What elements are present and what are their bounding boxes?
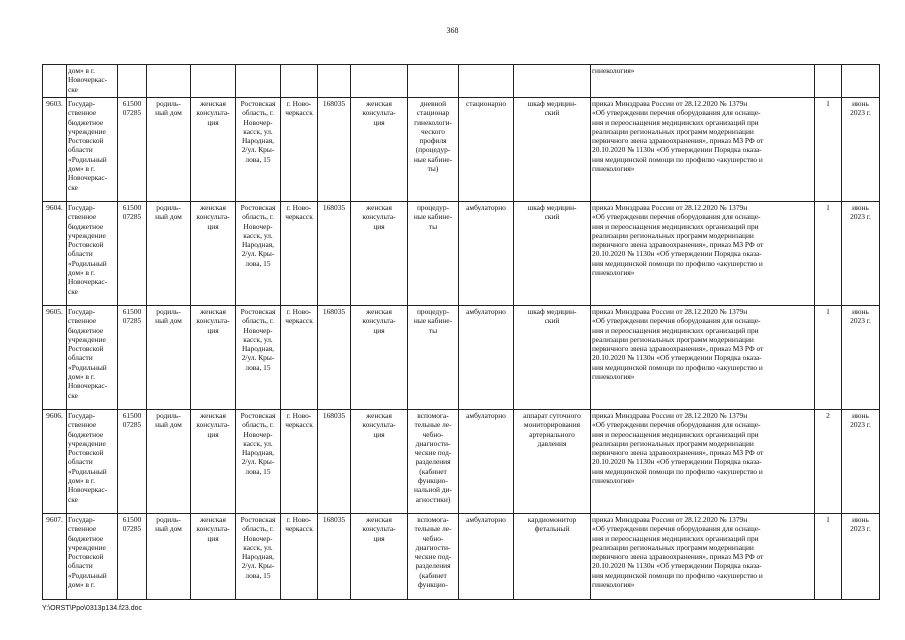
unit-cell: женская консульта- ция xyxy=(191,514,236,600)
date-cell: июнь 2023 г. xyxy=(842,306,880,410)
org-cell: Государ- ственное бюджетное учреждение Ростовской области «Родильный дом» в г. Новочеркас- ске xyxy=(67,98,118,202)
code-cell: 61500 07285 xyxy=(118,306,147,410)
unit-cell: женская консульта- ция xyxy=(191,98,236,202)
org-cell: Государ- ственное бюджетное учреждение Ростовской области «Родильный дом» в г. Новочеркас- ске xyxy=(67,202,118,306)
doc-cell: приказ Минздрава России от 28.12.2020 № 1379н «Об утверждении перечня оборудования для оснаще- ния и переоснащения медицинских организаций при реализации региональных программ модернизации первичного звена здравоохранения», приказ МЗ РФ от 20.10.2020 № 1130н «Об утверждении Порядка оказа- ния медицинской помощи по профилю «акушерство и гинекология» xyxy=(591,202,815,306)
zip-cell: 168035 xyxy=(318,98,351,202)
address-cell xyxy=(236,65,281,98)
date-cell: июнь 2023 г. xyxy=(842,410,880,514)
num-cell: 9604. xyxy=(43,202,67,306)
cond-cell: стационарно xyxy=(459,98,514,202)
doc-cell: приказ Минздрава России от 28.12.2020 № 1379н «Об утверждении перечня оборудования для оснаще- ния и переоснащения медицинских организаций при реализации региональных программ модернизации первичного звена здравоохранения», приказ МЗ РФ от 20.10.2020 № 1130н «Об утверждении Порядка оказа- ния медицинской помощи по профилю «акушерство и гинекология» xyxy=(591,306,815,410)
org-cell: Государ- ственное бюджетное учреждение Ростовской области «Родильный дом» в г. Новочеркас- ске xyxy=(67,410,118,514)
address-cell: Ростовская область, г. Новочер- касск, ул. Народная, 2/ул. Кры- лова, 15 xyxy=(236,410,281,514)
zip-cell xyxy=(318,65,351,98)
zip-cell: 168035 xyxy=(318,514,351,600)
city-cell: г. Ново- черкасск xyxy=(281,306,318,410)
subunit-cell: женская консульта- ция xyxy=(351,306,408,410)
subunit-cell xyxy=(351,65,408,98)
city-cell: г. Ново- черкасск xyxy=(281,410,318,514)
table-row xyxy=(43,98,880,202)
unit-cell: женская консульта- ция xyxy=(191,202,236,306)
room-cell: процедур- ные кабине- ты xyxy=(408,306,459,410)
table-row xyxy=(43,306,880,410)
org-cell: Государ- ственное бюджетное учреждение Ростовской области «Родильный дом» в г. xyxy=(67,514,118,600)
qty-cell: 1 xyxy=(815,306,842,410)
address-cell: Ростовская область, г. Новочер- касск, ул. Народная, 2/ул. Кры- лова, 15 xyxy=(236,514,281,600)
cond-cell: амбулаторно xyxy=(459,306,514,410)
code-cell: 61500 07285 xyxy=(118,410,147,514)
room-cell xyxy=(408,65,459,98)
type-cell: родиль- ный дом xyxy=(147,410,191,514)
address-cell: Ростовская область, г. Новочер- касск, ул. Народная, 2/ул. Кры- лова, 15 xyxy=(236,98,281,202)
footer-file-path: Y:\ORST\Ppo\0313p134.f23.doc xyxy=(42,605,143,612)
subunit-cell: женская консульта- ция xyxy=(351,202,408,306)
cond-cell: амбулаторно xyxy=(459,202,514,306)
doc-cell: гинекология» xyxy=(591,65,815,98)
city-cell: г. Ново- черкасск xyxy=(281,514,318,600)
code-cell: 61500 07285 xyxy=(118,202,147,306)
equip-cell: шкаф медицин- ский xyxy=(514,202,591,306)
city-cell: г. Ново- черкасск xyxy=(281,98,318,202)
cond-cell: амбулаторно xyxy=(459,410,514,514)
num-cell: 9605. xyxy=(43,306,67,410)
room-cell: дневной стационар гинекологи- ческого профиля (процедур- ные кабине- ты) xyxy=(408,98,459,202)
room-cell: вспомога- тельные ле- чебно- диагности- ческие под- разделения (кабинет функцио- xyxy=(408,514,459,600)
code-cell xyxy=(118,65,147,98)
equip-cell: кардиомонитор фетальный xyxy=(514,514,591,600)
table-row xyxy=(43,410,880,514)
cond-cell: амбулаторно xyxy=(459,514,514,600)
room-cell: процедур- ные кабине- ты xyxy=(408,202,459,306)
qty-cell: 1 xyxy=(815,202,842,306)
org-cell: дом» в г. Новочеркас- ске xyxy=(67,65,118,98)
equip-cell xyxy=(514,65,591,98)
unit-cell: женская консульта- ция xyxy=(191,410,236,514)
equip-cell: шкаф медицин- ский xyxy=(514,306,591,410)
qty-cell: 2 xyxy=(815,410,842,514)
page-number: 368 xyxy=(446,26,459,35)
qty-cell: 1 xyxy=(815,98,842,202)
code-cell: 61500 07285 xyxy=(118,98,147,202)
num-cell xyxy=(43,65,67,98)
doc-cell: приказ Минздрава России от 28.12.2020 № 1379н «Об утверждении перечня оборудования для оснаще- ния и переоснащения медицинских организаций при реализации региональных программ модернизации первичного звена здравоохранения», приказ МЗ РФ от 20.10.2020 № 1130н «Об утверждении Порядка оказа- ния медицинской помощи по профилю «акушерство и гинекология» xyxy=(591,514,815,600)
cond-cell xyxy=(459,65,514,98)
subunit-cell: женская консульта- ция xyxy=(351,98,408,202)
room-cell: вспомога- тельные ле- чебно- диагности- ческие под- разделения (кабинет функцио- нальной ди- агностики) xyxy=(408,410,459,514)
type-cell: родиль- ный дом xyxy=(147,202,191,306)
equipment-table xyxy=(42,64,880,600)
date-cell: июнь 2023 г. xyxy=(842,514,880,600)
num-cell: 9607. xyxy=(43,514,67,600)
unit-cell: женская консульта- ция xyxy=(191,306,236,410)
unit-cell xyxy=(191,65,236,98)
zip-cell: 168035 xyxy=(318,306,351,410)
equip-cell: аппарат суточного мониторирования артериального давления xyxy=(514,410,591,514)
date-cell: июнь 2023 г. xyxy=(842,202,880,306)
subunit-cell: женская консульта- ция xyxy=(351,514,408,600)
type-cell: родиль- ный дом xyxy=(147,306,191,410)
doc-cell: приказ Минздрава России от 28.12.2020 № 1379н «Об утверждении перечня оборудования для оснаще- ния и переоснащения медицинских организаций при реализации региональных программ модернизации первичного звена здравоохранения», приказ МЗ РФ от 20.10.2020 № 1130н «Об утверждении Порядка оказа- ния медицинской помощи по профилю «акушерство и гинекология» xyxy=(591,98,815,202)
address-cell: Ростовская область, г. Новочер- касск, ул. Народная, 2/ул. Кры- лова, 15 xyxy=(236,202,281,306)
date-cell xyxy=(842,65,880,98)
zip-cell: 168035 xyxy=(318,202,351,306)
code-cell: 61500 07285 xyxy=(118,514,147,600)
equip-cell: шкаф медицин- ский xyxy=(514,98,591,202)
city-cell xyxy=(281,65,318,98)
org-cell: Государ- ственное бюджетное учреждение Ростовской области «Родильный дом» в г. Новочеркас- ске xyxy=(67,306,118,410)
qty-cell xyxy=(815,65,842,98)
type-cell: родиль- ный дом xyxy=(147,98,191,202)
subunit-cell: женская консульта- ция xyxy=(351,410,408,514)
doc-cell: приказ Минздрава России от 28.12.2020 № 1379н «Об утверждении перечня оборудования для оснаще- ния и переоснащения медицинских организаций при реализации региональных программ модернизации первичного звена здравоохранения», приказ МЗ РФ от 20.10.2020 № 1130н «Об утверждении Порядка оказа- ния медицинской помощи по профилю «акушерство и гинекология» xyxy=(591,410,815,514)
type-cell xyxy=(147,65,191,98)
table-row xyxy=(43,514,880,600)
num-cell: 9606. xyxy=(43,410,67,514)
num-cell: 9603. xyxy=(43,98,67,202)
continuation-row xyxy=(43,65,880,98)
type-cell: родиль- ный дом xyxy=(147,514,191,600)
table-row xyxy=(43,202,880,306)
zip-cell: 168035 xyxy=(318,410,351,514)
date-cell: июнь 2023 г. xyxy=(842,98,880,202)
address-cell: Ростовская область, г. Новочер- касск, ул. Народная, 2/ул. Кры- лова, 15 xyxy=(236,306,281,410)
qty-cell: 1 xyxy=(815,514,842,600)
city-cell: г. Ново- черкасск xyxy=(281,202,318,306)
